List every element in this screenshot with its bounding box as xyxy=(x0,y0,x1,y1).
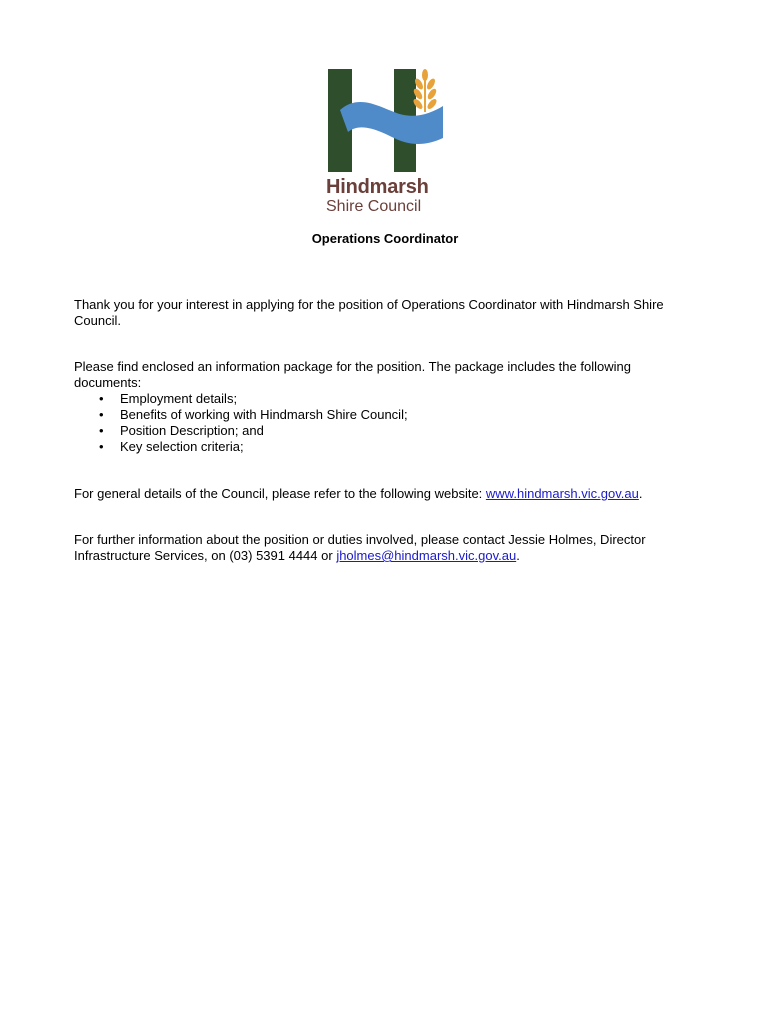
list-item-text: Benefits of working with Hindmarsh Shire Council; xyxy=(120,407,408,422)
list-item xyxy=(74,407,674,423)
council-logo-icon xyxy=(318,62,450,178)
bullet-glyph: • xyxy=(99,439,104,454)
list-item-text: Employment details; xyxy=(120,391,238,406)
list-item xyxy=(74,439,674,455)
email-link[interactable]: jholmes@hindmarsh.vic.gov.au xyxy=(336,548,517,563)
logo-name: Hindmarsh xyxy=(326,176,429,198)
contact-suffix: . xyxy=(516,548,520,563)
list-item xyxy=(74,423,674,439)
general-details-paragraph xyxy=(74,486,698,502)
general-details-suffix: . xyxy=(638,486,643,501)
package-list xyxy=(74,391,674,455)
contact-paragraph xyxy=(74,532,698,564)
document-title: Operations Coordinator xyxy=(311,231,459,246)
package-intro-paragraph: Please find enclosed an information package for the position. The package includes the following documents: xyxy=(74,359,631,390)
bullet-glyph: • xyxy=(99,423,104,438)
list-item xyxy=(74,391,674,407)
intro-paragraph: Thank you for your interest in applying for the position of Operations Coordinator with Hindmarsh Shire Council. xyxy=(74,297,664,328)
list-item-text: Key selection criteria; xyxy=(120,439,244,454)
general-details-text: For general details of the Council, please refer to the following website: xyxy=(74,486,486,501)
website-link[interactable]: www.hindmarsh.vic.gov.au xyxy=(485,486,639,501)
bullet-glyph: • xyxy=(99,407,104,422)
bullet-glyph: • xyxy=(99,391,104,406)
logo-subtitle: Shire Council xyxy=(326,198,422,215)
contact-text: For further information about the position or duties involved, please contact Jessie Holmes, Director Infrastructure Services, on (03) 5391 4444 or xyxy=(74,532,646,563)
list-item-text: Position Description; and xyxy=(120,423,264,438)
